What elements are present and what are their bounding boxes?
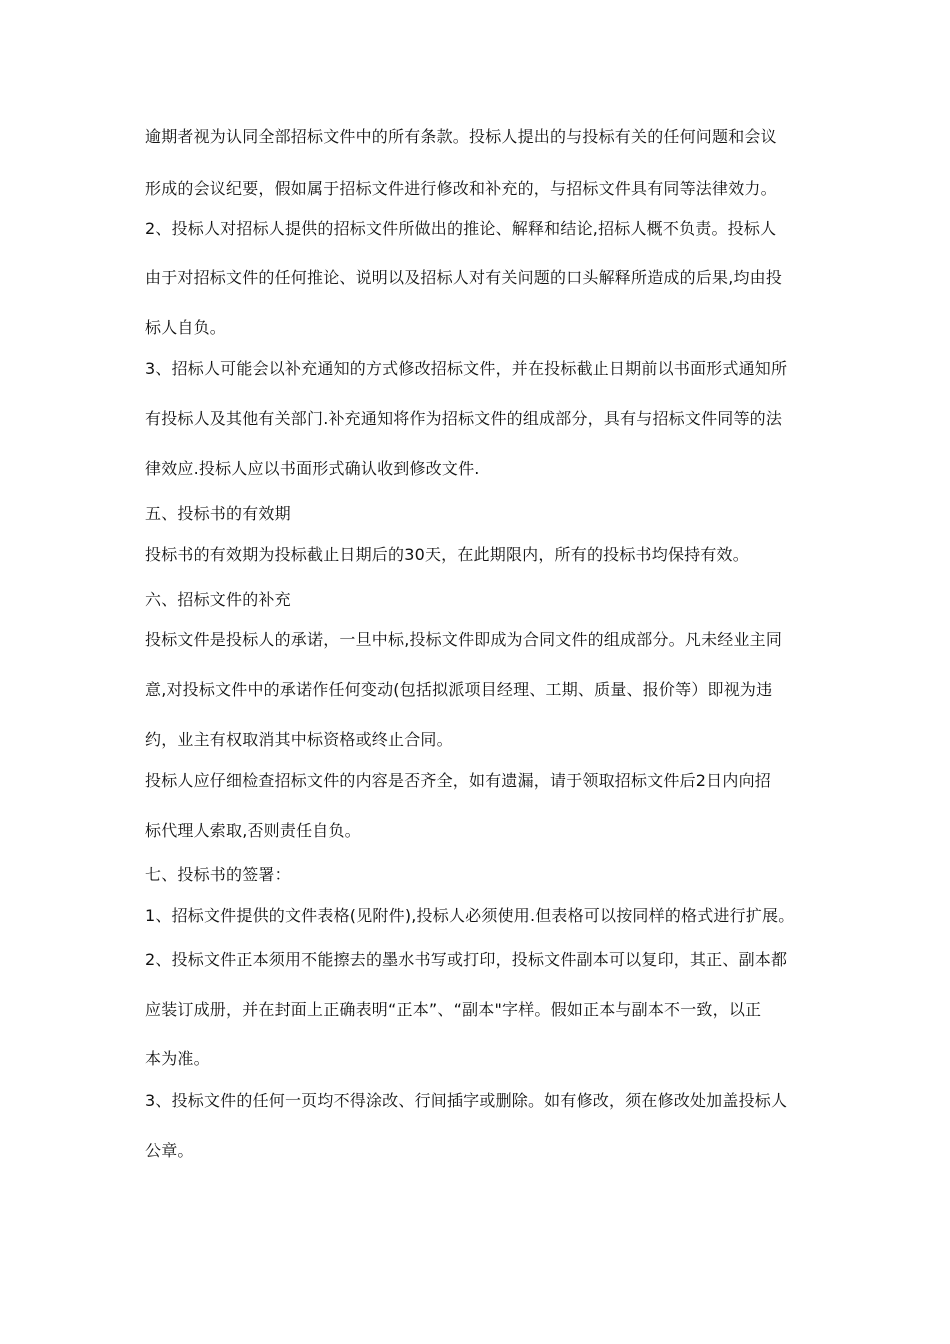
text-line: 3、投标文件的任何一页均不得涂改、行间插字或删除。如有修改，须在修改处加盖投标人 bbox=[145, 1091, 788, 1110]
text-line: 律效应.投标人应以书面形式确认收到修改文件. bbox=[145, 459, 480, 478]
text-line: 2、投标文件正本须用不能擦去的墨水书写或打印，投标文件副本可以复印，其正、副本都 bbox=[145, 950, 788, 969]
text-line: 标人自负。 bbox=[145, 318, 227, 337]
section-heading: 六、招标文件的补充 bbox=[145, 590, 291, 609]
text-line: 2、投标人对招标人提供的招标文件所做出的推论、解释和结论,招标人概不负责。投标人 bbox=[145, 219, 777, 238]
section-heading: 五、投标书的有效期 bbox=[145, 504, 291, 523]
text-line: 逾期者视为认同全部招标文件中的所有条款。投标人提出的与投标有关的任何问题和会议 bbox=[145, 127, 777, 146]
text-line: 形成的会议纪要，假如属于招标文件进行修改和补充的，与招标文件具有同等法律效力。 bbox=[145, 179, 777, 198]
text-line: 投标书的有效期为投标截止日期后的30天，在此期限内，所有的投标书均保持有效。 bbox=[145, 545, 749, 564]
text-line: 公章。 bbox=[145, 1141, 194, 1160]
text-line: 本为准。 bbox=[145, 1049, 210, 1068]
text-line: 有投标人及其他有关部门.补充通知将作为招标文件的组成部分，具有与招标文件同等的法 bbox=[145, 409, 783, 428]
text-line: 应装订成册，并在封面上正确表明“正本”、“副本"字样。假如正本与副本不一致，以正 bbox=[145, 1000, 762, 1019]
text-line: 3、招标人可能会以补充通知的方式修改招标文件，并在投标截止日期前以书面形式通知所 bbox=[145, 359, 788, 378]
section-heading: 七、投标书的签署： bbox=[145, 865, 291, 884]
text-line: 投标人应仔细检查招标文件的内容是否齐全，如有遗漏，请于领取招标文件后2日内向招 bbox=[145, 771, 771, 790]
text-line: 1、招标文件提供的文件表格(见附件),投标人必须使用.但表格可以按同样的格式进行扩展。 bbox=[145, 906, 795, 925]
text-line: 意,对投标文件中的承诺作任何变动(包括拟派项目经理、工期、质量、报价等）即视为违 bbox=[145, 680, 773, 699]
text-line: 标代理人索取,否则责任自负。 bbox=[145, 821, 361, 840]
text-line: 约，业主有权取消其中标资格或终止合同。 bbox=[145, 730, 453, 749]
text-line: 由于对招标文件的任何推论、说明以及招标人对有关问题的口头解释所造成的后果,均由投 bbox=[145, 268, 783, 287]
text-line: 投标文件是投标人的承诺，一旦中标,投标文件即成为合同文件的组成部分。凡未经业主同 bbox=[145, 630, 783, 649]
